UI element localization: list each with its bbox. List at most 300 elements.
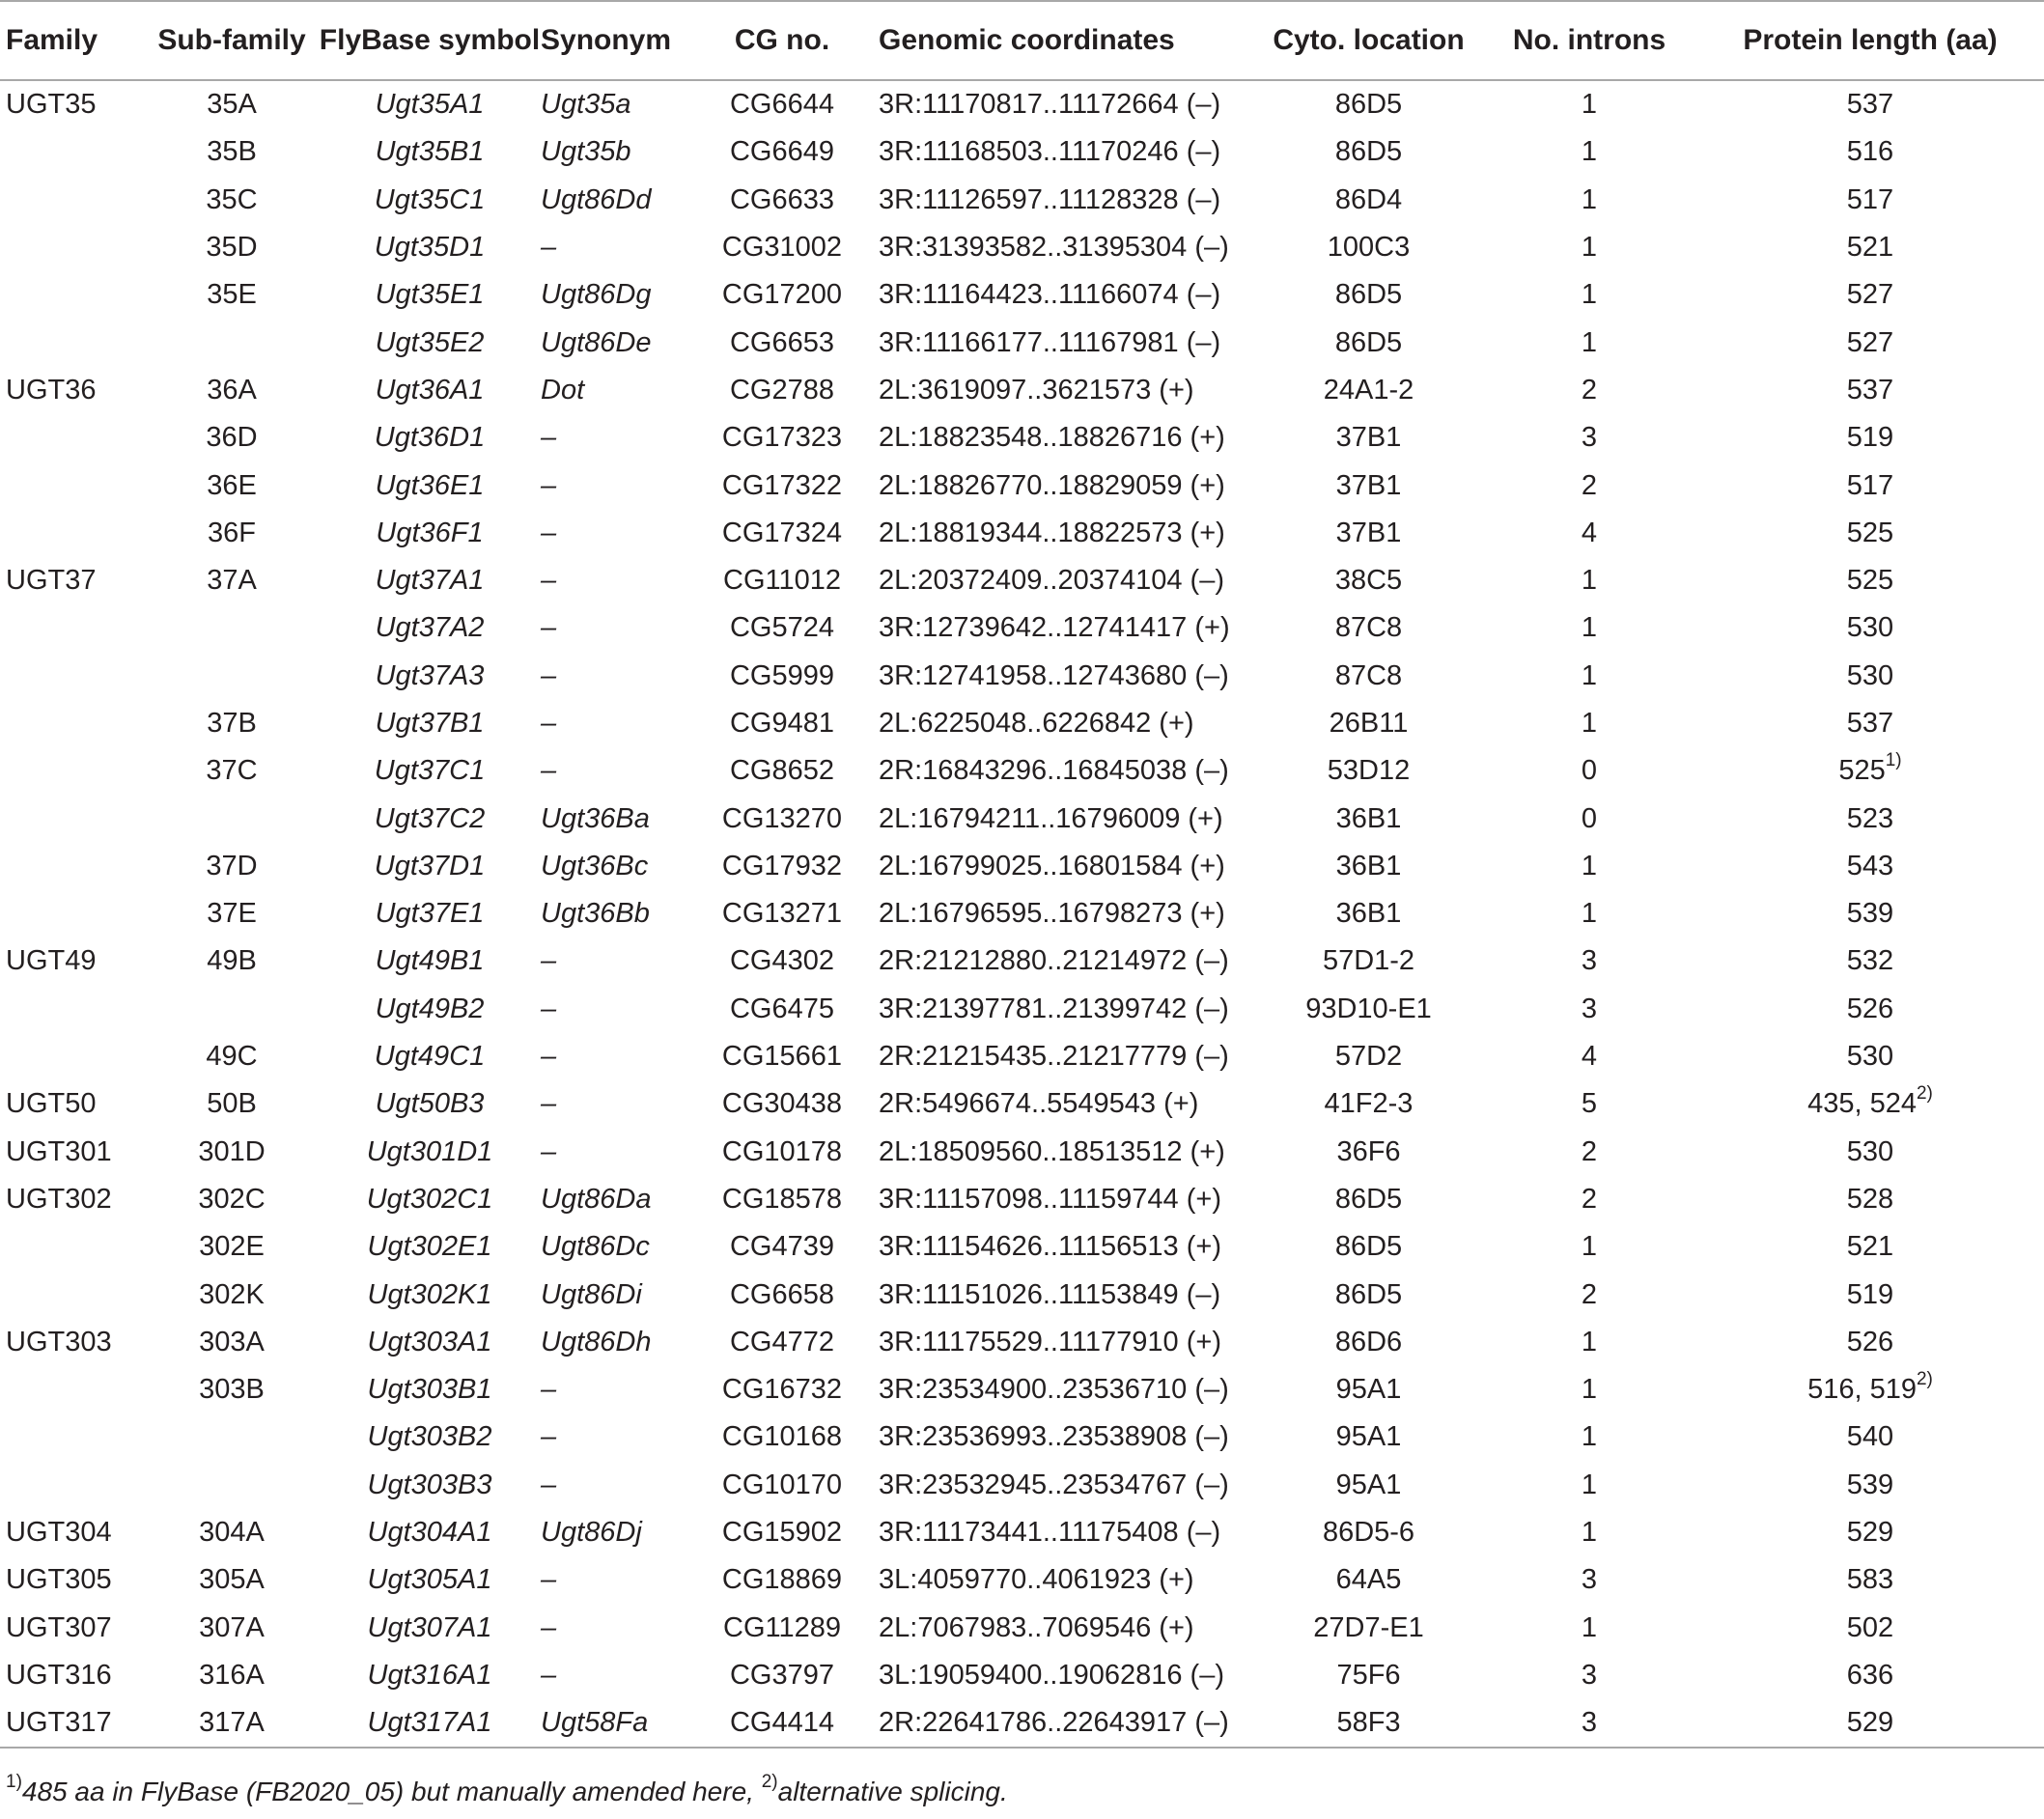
cell-synonym: Ugt36Bb	[541, 898, 650, 930]
cell-family	[0, 700, 145, 747]
cell-protein-length	[1696, 1223, 2044, 1271]
cell-protein-length	[1696, 1319, 2044, 1366]
table-row	[0, 367, 2044, 414]
cell-no-introns: 2	[1581, 1183, 1598, 1215]
cell-protein-length	[1696, 1176, 2044, 1223]
cell-subfamily: 37B	[207, 708, 257, 739]
cell-genomic-coordinates: 3R:11157098..11159744 (+)	[879, 1183, 1221, 1215]
table-row	[0, 1652, 2044, 1699]
table-row	[0, 986, 2044, 1033]
cell-subfamily: 305A	[199, 1564, 265, 1596]
cell-family	[0, 795, 145, 842]
cell-cyto-location: 64A5	[1335, 1564, 1402, 1596]
cell-protein-length	[1696, 1699, 2044, 1748]
protein-length-value: 537	[1846, 89, 1894, 121]
protein-length-value: 543	[1846, 850, 1894, 882]
cell-protein-length	[1696, 557, 2044, 604]
cell-genomic-coordinates: 2L:20372409..20374104 (–)	[879, 565, 1224, 597]
header-row	[0, 1, 2044, 80]
cell-protein-length	[1696, 795, 2044, 842]
cell-family	[0, 319, 145, 366]
cell-cg-number: CG10168	[721, 1421, 843, 1453]
cell-family	[0, 414, 145, 462]
cell-genomic-coordinates: 2L:6225048..6226842 (+)	[879, 708, 1194, 739]
cell-subfamily: 37C	[206, 755, 258, 787]
cell-cg-number: CG10170	[721, 1469, 843, 1500]
cell-cyto-location: 24A1-2	[1323, 374, 1414, 406]
cell-genomic-coordinates: 3R:23536993..23538908 (–)	[879, 1421, 1229, 1453]
cell-synonym: Ugt86Da	[541, 1183, 652, 1215]
cell-no-introns: 1	[1581, 850, 1598, 882]
cell-no-introns: 1	[1581, 326, 1598, 358]
cell-flybase-symbol: Ugt303B3	[367, 1469, 492, 1500]
cell-subfamily: 37E	[207, 898, 257, 930]
protein-length-value: 525	[1846, 517, 1894, 548]
table-row	[0, 890, 2044, 937]
table-row	[0, 1509, 2044, 1556]
protein-length-value: 521	[1846, 1231, 1894, 1263]
cell-cyto-location: 36B1	[1335, 850, 1402, 882]
cell-genomic-coordinates: 2L:3619097..3621573 (+)	[879, 374, 1194, 406]
protein-length-value: 529	[1846, 1517, 1894, 1549]
table-row	[0, 319, 2044, 366]
cell-cg-number: CG8652	[729, 755, 834, 787]
cell-flybase-symbol: Ugt36F1	[376, 517, 484, 548]
cell-no-introns: 0	[1581, 802, 1598, 834]
table-row	[0, 510, 2044, 557]
cell-no-introns: 2	[1581, 1135, 1598, 1167]
protein-length-value: 527	[1846, 279, 1894, 311]
cell-protein-length	[1696, 414, 2044, 462]
cell-cg-number: CG6658	[729, 1278, 834, 1310]
cell-genomic-coordinates: 2L:16799025..16801584 (+)	[879, 850, 1225, 882]
cell-cyto-location: 75F6	[1336, 1659, 1401, 1691]
cell-subfamily: 316A	[199, 1659, 265, 1691]
cell-no-introns: 1	[1581, 659, 1598, 691]
cell-subfamily	[145, 319, 319, 366]
footnote-mark-2: 2)	[761, 1772, 778, 1792]
header-family: Family	[0, 1, 145, 80]
protein-length-value: 521	[1846, 232, 1894, 264]
cell-subfamily: 317A	[145, 1699, 319, 1748]
table-row	[0, 747, 2044, 795]
cell-synonym: Ugt86Dh	[541, 1326, 652, 1357]
cell-genomic-coordinates: 2L:18509560..18513512 (+)	[879, 1135, 1225, 1167]
cell-flybase-symbol: Ugt35A1	[375, 89, 485, 121]
protein-length-value: 517	[1846, 469, 1894, 501]
cell-flybase-symbol: Ugt302K1	[367, 1278, 492, 1310]
cell-family	[0, 1366, 145, 1413]
cell-genomic-coordinates: 3R:11173441..11175408 (–)	[879, 1517, 1221, 1549]
cell-genomic-coordinates: 3R:21397781..21399742 (–)	[879, 993, 1229, 1024]
protein-length-value: 525	[1846, 565, 1894, 597]
cell-subfamily: 35C	[206, 183, 258, 215]
cell-protein-length	[1696, 510, 2044, 557]
table-row	[0, 128, 2044, 176]
cell-subfamily: 35D	[206, 232, 258, 264]
cell-family: UGT305	[6, 1564, 112, 1596]
cell-synonym: –	[541, 755, 557, 787]
cell-genomic-coordinates: 3R:11175529..11177910 (+)	[879, 1326, 1221, 1357]
table-row	[0, 937, 2044, 985]
footnote-reference: 2)	[1916, 1083, 1933, 1105]
cell-flybase-symbol: Ugt37B1	[375, 708, 485, 739]
cell-genomic-coordinates: 3R:11126597..11128328 (–)	[879, 183, 1221, 215]
cell-family: UGT303	[6, 1326, 112, 1357]
cell-flybase-symbol: Ugt302C1	[366, 1183, 493, 1215]
cell-synonym: –	[541, 659, 557, 691]
cell-family	[0, 1223, 145, 1271]
cell-synonym: Ugt86Di	[541, 1278, 642, 1310]
cell-protein-length	[1696, 1509, 2044, 1556]
cell-no-introns: 1	[1581, 565, 1598, 597]
table-row	[0, 1176, 2044, 1223]
cell-no-introns: 1	[1581, 1421, 1598, 1453]
cell-no-introns: 1	[1581, 708, 1598, 739]
cell-family: UGT301	[6, 1135, 112, 1167]
cell-cg-number: CG11289	[723, 1611, 841, 1643]
cell-flybase-symbol: Ugt37C1	[374, 755, 486, 787]
table-row	[0, 1223, 2044, 1271]
protein-length-value: 523	[1846, 802, 1894, 834]
cell-flybase-symbol: Ugt37A2	[375, 612, 485, 644]
protein-length-value: 532	[1846, 945, 1894, 977]
cell-cg-number: CG6653	[729, 326, 834, 358]
cell-cg-number: CG15902	[721, 1517, 843, 1549]
cell-protein-length	[1696, 1033, 2044, 1080]
header-cyto-location: Cyto. location	[1255, 1, 1482, 80]
cell-family	[0, 224, 145, 271]
cell-genomic-coordinates: 3R:11170817..11172664 (–)	[879, 89, 1221, 121]
cell-no-introns: 2	[1581, 469, 1598, 501]
cell-genomic-coordinates: 2L:18823548..18826716 (+)	[879, 422, 1225, 454]
cell-subfamily	[145, 653, 319, 700]
cell-no-introns: 1	[1581, 1517, 1598, 1549]
cell-family	[0, 271, 145, 319]
cell-cyto-location: 86D4	[1334, 183, 1403, 215]
cell-subfamily: 49B	[207, 945, 257, 977]
cell-subfamily: 36D	[206, 422, 258, 454]
cell-subfamily: 36E	[207, 469, 257, 501]
protein-length-value: 526	[1846, 993, 1894, 1024]
cell-cg-number: CG11012	[723, 565, 841, 597]
cell-cyto-location: 93D10-E1	[1305, 993, 1432, 1024]
table-row	[0, 1319, 2044, 1366]
cell-flybase-symbol: Ugt35B1	[375, 136, 485, 168]
cell-protein-length	[1696, 1366, 2044, 1413]
cell-family	[0, 604, 145, 652]
cell-synonym: Ugt36Ba	[541, 802, 650, 834]
cell-subfamily: 37A	[207, 565, 257, 597]
table-row	[0, 1699, 2044, 1748]
cell-genomic-coordinates: 3L:19059400..19062816 (–)	[879, 1659, 1224, 1691]
cell-no-introns: 1	[1581, 1611, 1598, 1643]
cell-protein-length	[1696, 462, 2044, 509]
protein-length-value: 517	[1846, 183, 1894, 215]
cell-genomic-coordinates: 3L:4059770..4061923 (+)	[879, 1564, 1194, 1596]
cell-cg-number: CG17322	[721, 469, 843, 501]
cell-flybase-symbol: Ugt301D1	[366, 1135, 493, 1167]
cell-flybase-symbol: Ugt316A1	[367, 1659, 492, 1691]
cell-family	[0, 890, 145, 937]
cell-subfamily: 301D	[198, 1135, 266, 1167]
cell-cyto-location: 36B1	[1335, 802, 1402, 834]
cell-protein-length	[1696, 1462, 2044, 1509]
cell-genomic-coordinates: 3R:11166177..11167981 (–)	[879, 326, 1221, 358]
table-row	[0, 1605, 2044, 1652]
table-row	[0, 795, 2044, 842]
cell-subfamily: 36F	[208, 517, 256, 548]
cell-cg-number: CG18869	[721, 1564, 843, 1596]
table-row	[0, 1033, 2044, 1080]
cell-cg-number: CG17324	[721, 517, 843, 548]
cell-no-introns: 1	[1581, 1469, 1598, 1500]
cell-no-introns: 1	[1581, 183, 1598, 215]
cell-flybase-symbol: Ugt307A1	[367, 1611, 492, 1643]
cell-family: UGT36	[6, 374, 97, 406]
cell-family: UGT50	[6, 1088, 97, 1120]
cell-subfamily: 35E	[207, 279, 257, 311]
cell-cyto-location: 87C8	[1334, 659, 1403, 691]
table-row	[0, 414, 2044, 462]
cell-synonym: Ugt58Fa	[541, 1699, 686, 1748]
cell-genomic-coordinates: 3R:11154626..11156513 (+)	[879, 1231, 1221, 1263]
cell-protein-length	[1696, 747, 2044, 795]
cell-flybase-symbol: Ugt50B3	[375, 1088, 485, 1120]
cell-genomic-coordinates: 2L:18826770..18829059 (+)	[879, 469, 1225, 501]
cell-genomic-coordinates: 3R:23534900..23536710 (–)	[879, 1374, 1229, 1406]
cell-synonym: Ugt86Dc	[541, 1231, 650, 1263]
cell-flybase-symbol: Ugt35E1	[375, 279, 485, 311]
cell-subfamily: 37D	[206, 850, 258, 882]
table-row	[0, 604, 2044, 652]
cell-cyto-location: 27D7-E1	[1313, 1611, 1424, 1643]
protein-length-value: 502	[1846, 1611, 1894, 1643]
cell-no-introns: 3	[1482, 1699, 1696, 1748]
cell-synonym: Dot	[541, 374, 585, 406]
cell-flybase-symbol: Ugt37D1	[374, 850, 486, 882]
table-row	[0, 1271, 2044, 1318]
cell-protein-length	[1696, 1080, 2044, 1128]
protein-length-value: 583	[1846, 1564, 1894, 1596]
protein-length-value: 516, 519	[1807, 1374, 1917, 1406]
cell-family	[0, 986, 145, 1033]
cell-protein-length	[1696, 1129, 2044, 1176]
cell-cyto-location: 95A1	[1335, 1469, 1402, 1500]
cell-genomic-coordinates: 3R:12739642..12741417 (+)	[879, 612, 1230, 644]
header-no-introns: No. introns	[1482, 1, 1696, 80]
cell-cg-number: CG5724	[729, 612, 834, 644]
cell-no-introns: 0	[1581, 755, 1598, 787]
cell-no-introns: 2	[1581, 374, 1598, 406]
cell-family: UGT317	[0, 1699, 145, 1748]
cell-cyto-location: 36F6	[1336, 1135, 1401, 1167]
protein-length-value: 527	[1846, 326, 1894, 358]
cell-flybase-symbol: Ugt35C1	[374, 183, 486, 215]
cell-flybase-symbol: Ugt317A1	[319, 1699, 541, 1748]
cell-genomic-coordinates: 3R:23532945..23534767 (–)	[879, 1469, 1229, 1500]
cell-no-introns: 1	[1581, 279, 1598, 311]
cell-cg-number: CG9481	[729, 708, 834, 739]
cell-flybase-symbol: Ugt35E2	[375, 326, 485, 358]
table-row	[0, 843, 2044, 890]
table-row	[0, 653, 2044, 700]
cell-family: UGT37	[6, 565, 97, 597]
table-row	[0, 1462, 2044, 1509]
cell-subfamily: 35B	[207, 136, 257, 168]
cell-no-introns: 1	[1581, 612, 1598, 644]
cell-flybase-symbol: Ugt303A1	[367, 1326, 492, 1357]
cell-family	[0, 843, 145, 890]
cell-cyto-location: 100C3	[1327, 232, 1411, 264]
protein-length-value: 526	[1846, 1326, 1894, 1357]
cell-protein-length	[1696, 843, 2044, 890]
cell-flybase-symbol: Ugt303B2	[367, 1421, 492, 1453]
cell-flybase-symbol: Ugt36D1	[374, 422, 486, 454]
cell-protein-length	[1696, 367, 2044, 414]
cell-synonym: –	[541, 1135, 557, 1167]
table-row	[0, 557, 2044, 604]
cell-family	[0, 128, 145, 176]
cell-protein-length	[1696, 1556, 2044, 1604]
table-row	[0, 1129, 2044, 1176]
cell-synonym: Ugt86Dj	[541, 1517, 642, 1549]
cell-synonym: Ugt86Dd	[541, 183, 652, 215]
cell-protein-length	[1696, 937, 2044, 985]
cell-family: UGT316	[6, 1659, 112, 1691]
cell-cg-number: CG16732	[721, 1374, 843, 1406]
cell-synonym: Ugt86Dg	[541, 279, 652, 311]
cell-cyto-location: 36B1	[1335, 898, 1402, 930]
cell-cg-number: CG3797	[729, 1659, 834, 1691]
cell-cyto-location: 57D1-2	[1322, 945, 1415, 977]
cell-flybase-symbol: Ugt35D1	[374, 232, 486, 264]
cell-family	[0, 177, 145, 224]
cell-no-introns: 1	[1581, 898, 1598, 930]
cell-no-introns: 1	[1581, 232, 1598, 264]
table-row	[0, 1366, 2044, 1413]
protein-length-value: 537	[1846, 374, 1894, 406]
cell-synonym: –	[541, 1041, 557, 1073]
cell-synonym: Ugt35b	[541, 136, 631, 168]
table-row	[0, 1413, 2044, 1461]
cell-synonym: –	[541, 1469, 557, 1500]
cell-flybase-symbol: Ugt37A3	[375, 659, 485, 691]
cell-genomic-coordinates: 2L:16796595..16798273 (+)	[879, 898, 1225, 930]
cell-no-introns: 1	[1581, 1326, 1598, 1357]
cell-flybase-symbol: Ugt49C1	[374, 1041, 486, 1073]
cell-subfamily	[145, 795, 319, 842]
cell-genomic-coordinates: 2L:16794211..16796009 (+)	[879, 802, 1223, 834]
cell-family: UGT304	[6, 1517, 112, 1549]
table-footnote	[6, 1772, 1008, 1807]
cell-no-introns: 1	[1581, 1374, 1598, 1406]
cell-protein-length	[1696, 700, 2044, 747]
protein-length-value: 529	[1846, 1707, 1894, 1739]
protein-length-value: 540	[1846, 1421, 1894, 1453]
protein-length-value: 530	[1846, 1135, 1894, 1167]
table-row	[0, 271, 2044, 319]
cell-flybase-symbol: Ugt37C2	[374, 802, 486, 834]
table-row	[0, 224, 2044, 271]
cell-synonym: –	[541, 1088, 557, 1120]
protein-length-value: 636	[1846, 1659, 1894, 1691]
cell-cg-number: CG6649	[729, 136, 834, 168]
cell-protein-length	[1696, 1271, 2044, 1318]
cell-flybase-symbol: Ugt37E1	[375, 898, 485, 930]
cell-family	[0, 1033, 145, 1080]
header-flybase-symbol: FlyBase symbol	[319, 1, 541, 80]
cell-family: UGT49	[6, 945, 97, 977]
cell-synonym: –	[541, 708, 557, 739]
protein-length-value: 519	[1846, 422, 1894, 454]
cell-subfamily	[145, 604, 319, 652]
cell-subfamily: 36A	[207, 374, 257, 406]
cell-subfamily: 302K	[199, 1278, 265, 1310]
cell-subfamily: 49C	[206, 1041, 258, 1073]
cell-family: UGT35	[6, 89, 97, 121]
cell-subfamily: 50B	[207, 1088, 257, 1120]
cell-cg-number: CG13271	[721, 898, 843, 930]
cell-genomic-coordinates: 3R:11168503..11170246 (–)	[879, 136, 1221, 168]
cell-flybase-symbol: Ugt36E1	[375, 469, 485, 501]
cell-cyto-location: 86D5	[1334, 136, 1403, 168]
cell-no-introns: 1	[1581, 89, 1598, 121]
cell-cg-number: CG5999	[729, 659, 834, 691]
cell-cyto-location: 86D5	[1334, 279, 1403, 311]
cell-cyto-location: 86D5	[1334, 1231, 1403, 1263]
cell-synonym: –	[541, 422, 557, 454]
cell-genomic-coordinates: 2L:7067983..7069546 (+)	[879, 1611, 1194, 1643]
cell-cyto-location: 95A1	[1335, 1374, 1402, 1406]
cell-genomic-coordinates: 2R:21215435..21217779 (–)	[879, 1041, 1229, 1073]
cell-cyto-location: 37B1	[1335, 422, 1402, 454]
header-subfamily: Sub-family	[145, 1, 319, 80]
cell-subfamily: 303A	[199, 1326, 265, 1357]
cell-family	[0, 510, 145, 557]
cell-no-introns: 3	[1581, 1659, 1598, 1691]
cell-genomic-coordinates: 3R:11151026..11153849 (–)	[879, 1278, 1221, 1310]
header-synonym: Synonym	[541, 1, 686, 80]
cell-genomic-coordinates: 3R:11164423..11166074 (–)	[879, 279, 1221, 311]
cell-genomic-coordinates: 2R:16843296..16845038 (–)	[879, 755, 1229, 787]
cell-flybase-symbol: Ugt36A1	[375, 374, 485, 406]
cell-cg-number: CG6633	[729, 183, 834, 215]
footnote-text-1: 485 aa in FlyBase (FB2020_05) but manually amended here,	[21, 1777, 762, 1806]
header-protein-length: Protein length (aa)	[1696, 1, 2044, 80]
cell-cyto-location: 95A1	[1335, 1421, 1402, 1453]
cell-cg-number: CG4302	[729, 945, 834, 977]
cell-family	[0, 653, 145, 700]
cell-no-introns: 3	[1581, 945, 1598, 977]
protein-length-value: 528	[1846, 1183, 1894, 1215]
cell-flybase-symbol: Ugt302E1	[367, 1231, 492, 1263]
cell-cyto-location: 37B1	[1335, 469, 1402, 501]
cell-cg-number: CG6475	[729, 993, 834, 1024]
cell-cg-number: CG17932	[721, 850, 843, 882]
cell-synonym: –	[541, 1421, 557, 1453]
cell-synonym: –	[541, 993, 557, 1024]
cell-synonym: Ugt35a	[541, 89, 631, 121]
cell-subfamily: 307A	[199, 1611, 265, 1643]
cell-synonym: –	[541, 1564, 557, 1596]
cell-synonym: Ugt86De	[541, 326, 652, 358]
cell-cyto-location: 86D5	[1334, 89, 1403, 121]
cell-protein-length	[1696, 1605, 2044, 1652]
cell-cyto-location: 38C5	[1334, 565, 1403, 597]
cell-cg-number: CG6644	[729, 89, 834, 121]
cell-synonym: –	[541, 232, 557, 264]
